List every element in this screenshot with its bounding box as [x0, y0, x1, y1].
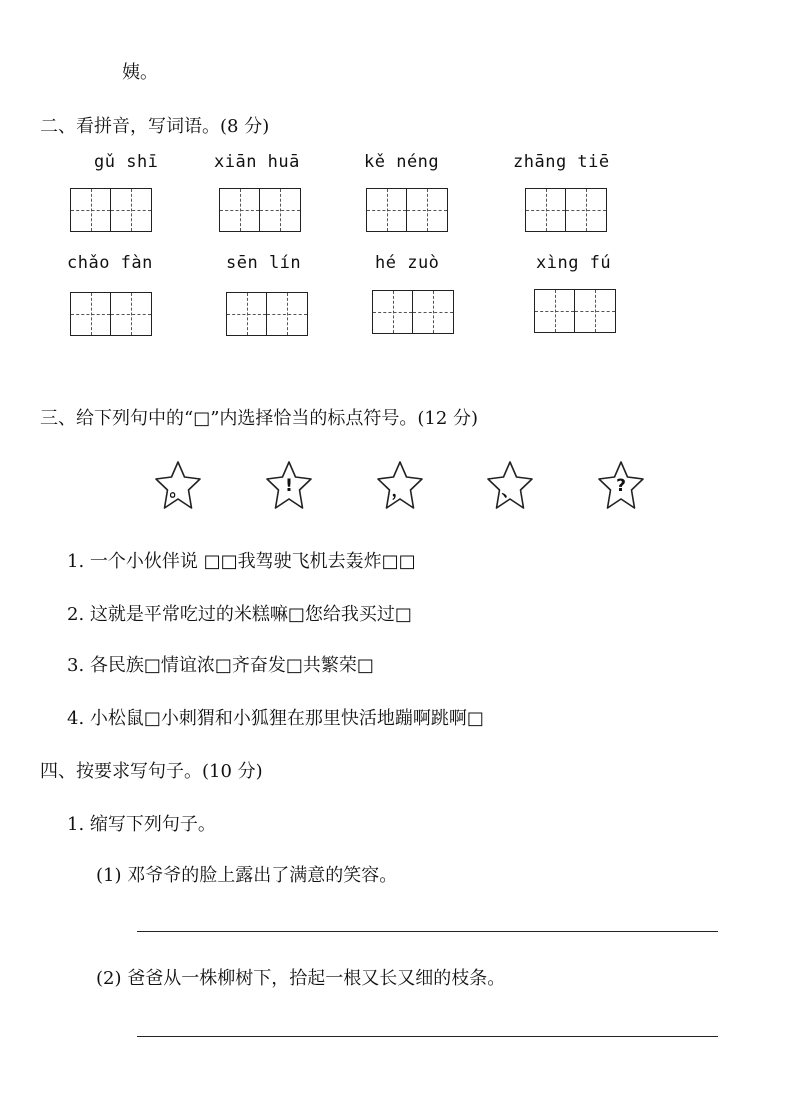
item-1: (1) 邓爷爷的脸上露出了满意的笑容。: [96, 865, 398, 886]
answer-line-1[interactable]: [137, 931, 718, 932]
writing-grid-2[interactable]: [219, 188, 301, 232]
writing-grid-7[interactable]: [372, 290, 454, 334]
sentence-2[interactable]: 2. 这就是平常吃过的米糕嘛□您给我买过□: [67, 604, 412, 625]
writing-grid-3[interactable]: [366, 188, 448, 232]
writing-grid-5[interactable]: [70, 292, 152, 336]
pinyin-6: sēn lín: [226, 253, 302, 273]
pinyin-4: zhāng tiē: [513, 152, 610, 172]
punct-mark: !: [285, 476, 293, 496]
sentence-1[interactable]: 1. 一个小伙伴说 □□我驾驶飞机去轰炸□□: [67, 551, 416, 572]
writing-grid-4[interactable]: [525, 188, 607, 232]
sentence-4[interactable]: 4. 小松鼠□小刺猬和小狐狸在那里快活地蹦啊跳啊□: [67, 708, 484, 729]
sentence-3[interactable]: 3. 各民族□情谊浓□齐奋发□共繁荣□: [67, 655, 374, 676]
question-1: 1. 缩写下列句子。: [67, 814, 216, 835]
section4-title: 四、按要求写句子。(10 分): [40, 761, 263, 782]
punct-mark: 、: [501, 481, 519, 501]
section3-title: 三、给下列句中的“□”内选择恰当的标点符号。(12 分): [40, 408, 479, 429]
pinyin-3: kě néng: [364, 152, 440, 172]
writing-grid-6[interactable]: [226, 292, 308, 336]
star-question[interactable]: [593, 458, 649, 514]
writing-grid-8[interactable]: [534, 289, 616, 333]
pinyin-8: xìng fú: [536, 253, 612, 273]
answer-line-2[interactable]: [137, 1036, 718, 1037]
pinyin-5: chǎo fàn: [67, 253, 153, 273]
star-exclamation[interactable]: [261, 458, 317, 514]
pinyin-1: gǔ shī: [94, 152, 159, 172]
pinyin-7: hé zuò: [375, 253, 440, 273]
star-enumeration-comma[interactable]: [482, 458, 538, 514]
section2-title: 二、看拼音，写词语。(8 分): [40, 116, 270, 137]
punct-mark: ，: [391, 481, 409, 501]
item-2: (2) 爸爸从一株柳树下，拾起一根又长又细的枝条。: [96, 968, 506, 989]
carryover-text: 姨。: [122, 62, 158, 83]
writing-grid-1[interactable]: [70, 188, 152, 232]
punct-mark: ?: [616, 476, 626, 496]
star-comma[interactable]: [372, 458, 428, 514]
punct-mark: 。: [169, 481, 187, 501]
pinyin-2: xiān huā: [214, 152, 300, 172]
star-period[interactable]: [150, 458, 206, 514]
